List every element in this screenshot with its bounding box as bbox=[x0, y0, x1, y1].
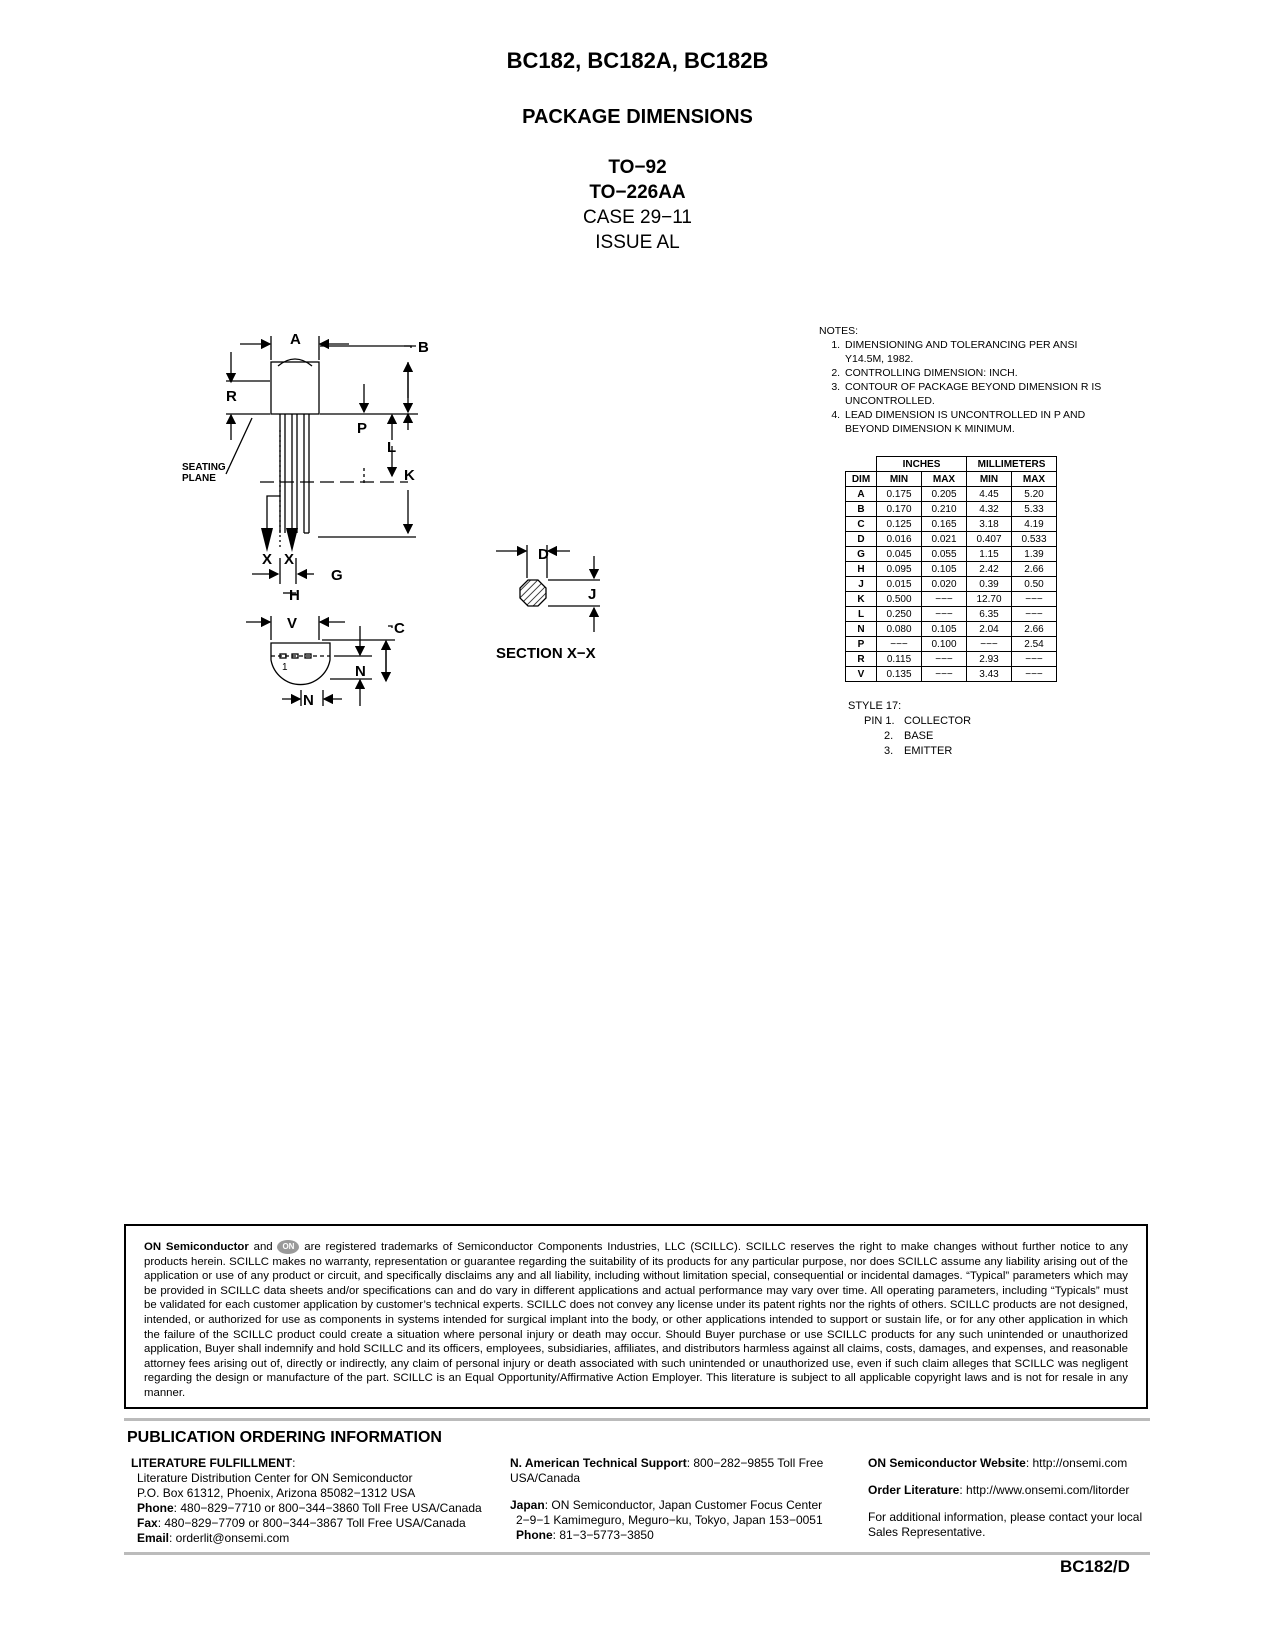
brand-name: ON Semiconductor bbox=[144, 1241, 249, 1254]
table-group-header bbox=[846, 457, 1057, 472]
dim-value: −−− bbox=[922, 652, 967, 667]
dim-value: 0.115 bbox=[877, 652, 922, 667]
additional-info: For additional information, please contact your local Sales Representative. bbox=[868, 1510, 1143, 1539]
literature-fulfillment: LITERATURE FULFILLMENT: Literature Distribution Center for ON Semiconductor P.O. Box 61312, Phoenix, Arizona 85082−1312 USA Phone: 480−829−7710 or 800−344−3860 Toll Free USA/Canada Fax: 480−829−7709 or 800−344−3867 Toll Free USA/Canada Email: orderlit@onsemi.com bbox=[131, 1456, 501, 1546]
col-mm-min: MIN bbox=[967, 472, 1012, 487]
dim-value: 4.32 bbox=[967, 502, 1012, 517]
dim-value: −−− bbox=[1012, 607, 1057, 622]
pin-style bbox=[848, 699, 971, 759]
table-row bbox=[846, 592, 1057, 607]
dim-label-x1: X bbox=[262, 551, 273, 568]
table-row bbox=[846, 637, 1057, 652]
dim-value: −−− bbox=[922, 667, 967, 682]
dim-value: 0.205 bbox=[922, 487, 967, 502]
notes-heading: NOTES: bbox=[819, 325, 859, 337]
japan-phone-label: Phone bbox=[516, 1528, 553, 1542]
dim-label-a: A bbox=[290, 331, 301, 348]
on-logo-icon: ON bbox=[277, 1240, 299, 1254]
dim-value: 0.045 bbox=[877, 547, 922, 562]
dim-value: 0.021 bbox=[922, 532, 967, 547]
japan-phone-value: : 81−3−5773−3850 bbox=[552, 1528, 654, 1542]
dim-value: 0.407 bbox=[967, 532, 1012, 547]
table-row bbox=[846, 562, 1057, 577]
dim-value: 1.15 bbox=[967, 547, 1012, 562]
section-label: SECTION X−X bbox=[496, 645, 596, 662]
dim-label-v: V bbox=[287, 615, 298, 632]
dim-code: G bbox=[846, 547, 877, 562]
pin2-number: 2. bbox=[884, 730, 894, 742]
table-column-header bbox=[846, 472, 1057, 487]
pin2-name: BASE bbox=[904, 730, 934, 742]
dim-value: 4.45 bbox=[967, 487, 1012, 502]
case-number: CASE 29−11 bbox=[583, 207, 692, 228]
seating-plane-label-1: SEATING bbox=[182, 462, 226, 473]
dim-code: B bbox=[846, 502, 877, 517]
dim-value: 0.39 bbox=[967, 577, 1012, 592]
dim-value: −−− bbox=[1012, 667, 1057, 682]
dim-label-j: J bbox=[588, 586, 597, 603]
tech-support bbox=[510, 1456, 850, 1543]
dim-value: −−− bbox=[967, 637, 1012, 652]
web-label: ON Semiconductor Website bbox=[868, 1456, 1026, 1470]
dim-code: P bbox=[846, 637, 877, 652]
page-title: BC182, BC182A, BC182B bbox=[506, 48, 769, 73]
dim-label-k: K bbox=[404, 467, 415, 484]
package-line1: TO−92 bbox=[608, 157, 667, 178]
order-label: Order Literature bbox=[868, 1483, 960, 1497]
japan-address: 2−9−1 Kamimeguro, Meguro−ku, Tokyo, Japan 153−0051 bbox=[516, 1513, 823, 1527]
lit-line2: P.O. Box 61312, Phoenix, Arizona 85082−1312 USA bbox=[137, 1486, 416, 1500]
dim-code: R bbox=[846, 652, 877, 667]
dim-value: 0.015 bbox=[877, 577, 922, 592]
pin1-number: PIN 1. bbox=[864, 715, 895, 727]
style-heading: STYLE 17: bbox=[848, 700, 902, 712]
fax-value: : 480−829−7709 or 800−344−3867 Toll Free USA/Canada bbox=[157, 1516, 466, 1530]
pin3-name: EMITTER bbox=[904, 745, 953, 757]
dim-label-n2: N bbox=[303, 692, 314, 709]
email-value[interactable]: : orderlit@onsemi.com bbox=[169, 1531, 290, 1545]
dim-value: 3.18 bbox=[967, 517, 1012, 532]
dim-value: 4.19 bbox=[1012, 517, 1057, 532]
dim-code: K bbox=[846, 592, 877, 607]
separator bbox=[124, 1552, 1150, 1555]
dim-label-r: R bbox=[226, 388, 237, 405]
phone-label: Phone bbox=[137, 1501, 174, 1515]
dim-code: C bbox=[846, 517, 877, 532]
table-row bbox=[846, 607, 1057, 622]
dim-value: 0.080 bbox=[877, 622, 922, 637]
dim-value: 0.055 bbox=[922, 547, 967, 562]
dim-value: 3.43 bbox=[967, 667, 1012, 682]
issue: ISSUE AL bbox=[595, 232, 680, 253]
separator bbox=[124, 1418, 1150, 1421]
web-info bbox=[868, 1456, 1153, 1540]
dim-value: −−− bbox=[922, 607, 967, 622]
table-row bbox=[846, 652, 1057, 667]
dim-label-n1: N bbox=[355, 663, 366, 680]
dim-value: 0.016 bbox=[877, 532, 922, 547]
dim-value: 0.100 bbox=[922, 637, 967, 652]
dim-value: −−− bbox=[922, 592, 967, 607]
dim-value: 0.105 bbox=[922, 562, 967, 577]
lit-line1: Literature Distribution Center for ON Semiconductor bbox=[137, 1471, 413, 1485]
dim-value: 2.42 bbox=[967, 562, 1012, 577]
dim-value: 0.500 bbox=[877, 592, 922, 607]
table-row bbox=[846, 667, 1057, 682]
dim-value: 5.33 bbox=[1012, 502, 1057, 517]
col-in-min: MIN bbox=[877, 472, 922, 487]
section-title: PACKAGE DIMENSIONS bbox=[522, 106, 753, 128]
dim-value: −−− bbox=[1012, 592, 1057, 607]
section-lead bbox=[520, 580, 546, 606]
dim-value: −−− bbox=[1012, 652, 1057, 667]
publication-heading: PUBLICATION ORDERING INFORMATION bbox=[127, 1429, 442, 1446]
dim-code: J bbox=[846, 577, 877, 592]
seating-plane-label-2: PLANE bbox=[182, 473, 216, 484]
japan-value: : ON Semiconductor, Japan Customer Focus Center bbox=[544, 1498, 823, 1512]
table-row bbox=[846, 517, 1057, 532]
na-value: : 800−282−9855 Toll Free USA/Canada bbox=[510, 1456, 824, 1485]
note-item: 3. CONTOUR OF PACKAGE BEYOND DIMENSION R IS UNCONTROLLED. bbox=[843, 380, 1119, 408]
dim-value: 0.165 bbox=[922, 517, 967, 532]
pin3-number: 3. bbox=[884, 745, 894, 757]
web-link[interactable]: : http://onsemi.com bbox=[1025, 1456, 1128, 1470]
lit-heading: LITERATURE FULFILLMENT bbox=[131, 1456, 293, 1470]
order-link[interactable]: : http://www.onsemi.com/litorder bbox=[959, 1483, 1130, 1497]
package-line2: TO−226AA bbox=[589, 182, 686, 203]
table-row bbox=[846, 502, 1057, 517]
dim-value: 5.20 bbox=[1012, 487, 1057, 502]
dim-label-c: C bbox=[394, 620, 405, 637]
dim-label-d: D bbox=[538, 546, 549, 563]
notes bbox=[819, 324, 1119, 436]
japan-label: Japan bbox=[510, 1498, 545, 1512]
phone-value: : 480−829−7710 or 800−344−3860 Toll Free USA/Canada bbox=[173, 1501, 482, 1515]
package-body bbox=[271, 362, 319, 414]
dim-value: −−− bbox=[877, 637, 922, 652]
bottom-view bbox=[271, 643, 330, 685]
document-number: BC182/D bbox=[1060, 1557, 1130, 1576]
col-in-max: MAX bbox=[922, 472, 967, 487]
note-item: 4. LEAD DIMENSION IS UNCONTROLLED IN P AND BEYOND DIMENSION K MINIMUM. bbox=[843, 408, 1119, 436]
pin-one-label: 1 bbox=[282, 662, 288, 673]
dim-label-h: H bbox=[289, 587, 300, 604]
dimension-table bbox=[845, 456, 1057, 682]
note-item: 2. CONTROLLING DIMENSION: INCH. bbox=[843, 366, 1119, 380]
col-dim: DIM bbox=[846, 472, 877, 487]
group-inches: INCHES bbox=[877, 457, 967, 472]
dim-value: 0.105 bbox=[922, 622, 967, 637]
dim-label-x2: X bbox=[284, 551, 295, 568]
table-row bbox=[846, 547, 1057, 562]
dim-label-p: P bbox=[357, 420, 368, 437]
dim-code: D bbox=[846, 532, 877, 547]
dim-value: 0.175 bbox=[877, 487, 922, 502]
fax-label: Fax bbox=[137, 1516, 158, 1530]
dim-value: 2.66 bbox=[1012, 562, 1057, 577]
dim-value: 0.210 bbox=[922, 502, 967, 517]
na-label: N. American Technical Support bbox=[510, 1456, 687, 1470]
dim-code: L bbox=[846, 607, 877, 622]
dim-label-l: L bbox=[387, 439, 397, 456]
note-item: 1. DIMENSIONING AND TOLERANCING PER ANSI Y14.5M, 1982. bbox=[843, 338, 1119, 366]
table-row bbox=[846, 577, 1057, 592]
table-row bbox=[846, 487, 1057, 502]
dim-value: 2.04 bbox=[967, 622, 1012, 637]
dim-value: 0.50 bbox=[1012, 577, 1057, 592]
dim-code: N bbox=[846, 622, 877, 637]
dim-value: 6.35 bbox=[967, 607, 1012, 622]
dim-value: 0.135 bbox=[877, 667, 922, 682]
dim-label-b: B bbox=[418, 339, 429, 356]
dim-value: 0.533 bbox=[1012, 532, 1057, 547]
group-millimeters: MILLIMETERS bbox=[967, 457, 1057, 472]
disclaimer-text: are registered trademarks of Semiconductor Components Industries, LLC (SCILLC). SCILLC reserves the right to make changes without further notice to any products herein. SCILLC makes no warranty, representation or guarantee regarding the suitability of its products for any particular purpose, nor does SCILLC assume any liability arising out of the application or use of any product or circuit, and specifically disclaims any and all liability, including without limitation special, consequential or incidental damages. “Typical” parameters which may be provided in SCILLC data sheets and/or specifications can and do vary in different applications and actual performance may vary over time. All operating parameters, including “Typicals” must be validated for each customer application by customer’s technical experts. SCILLC does not convey any license under its patent rights nor the rights of others. SCILLC products are not designed, intended, or authorized for use as components in systems intended for surgical implant into the body, or other applications intended to support or sustain life, or for any other application in which the failure of the SCILLC product could create a situation where personal injury or death may occur. Should Buyer purchase or use SCILLC products for any such unintended or unauthorized application, Buyer shall indemnify and hold SCILLC and its officers, employees, subsidiaries, affiliates, and distributors harmless against all claims, costs, damages, and expenses, and reasonable attorney fees arising out of, directly or indirectly, any claim of personal injury or death associated with such unintended or unauthorized use, even if such claim alleges that SCILLC was negligent regarding the design or manufacture of the part. SCILLC is an Equal Opportunity/Affirmative Action Employer. This literature is subject to all applicable copyright laws and is not for resale in any manner. bbox=[144, 1241, 1128, 1399]
dim-code: H bbox=[846, 562, 877, 577]
legal-disclaimer bbox=[124, 1224, 1148, 1409]
dim-value: 0.020 bbox=[922, 577, 967, 592]
table-row bbox=[846, 532, 1057, 547]
dim-value: 0.125 bbox=[877, 517, 922, 532]
dim-value: 2.93 bbox=[967, 652, 1012, 667]
dim-value: 0.250 bbox=[877, 607, 922, 622]
dim-code: A bbox=[846, 487, 877, 502]
col-mm-max: MAX bbox=[1012, 472, 1057, 487]
email-label: Email bbox=[137, 1531, 170, 1545]
dim-value: 2.54 bbox=[1012, 637, 1057, 652]
dim-code: V bbox=[846, 667, 877, 682]
and-word: and bbox=[253, 1241, 273, 1254]
dim-value: 12.70 bbox=[967, 592, 1012, 607]
dim-value: 1.39 bbox=[1012, 547, 1057, 562]
dim-value: 0.170 bbox=[877, 502, 922, 517]
pin1-name: COLLECTOR bbox=[904, 715, 972, 727]
dim-value: 2.66 bbox=[1012, 622, 1057, 637]
table-row bbox=[846, 622, 1057, 637]
dim-label-g: G bbox=[331, 567, 343, 584]
dim-value: 0.095 bbox=[877, 562, 922, 577]
